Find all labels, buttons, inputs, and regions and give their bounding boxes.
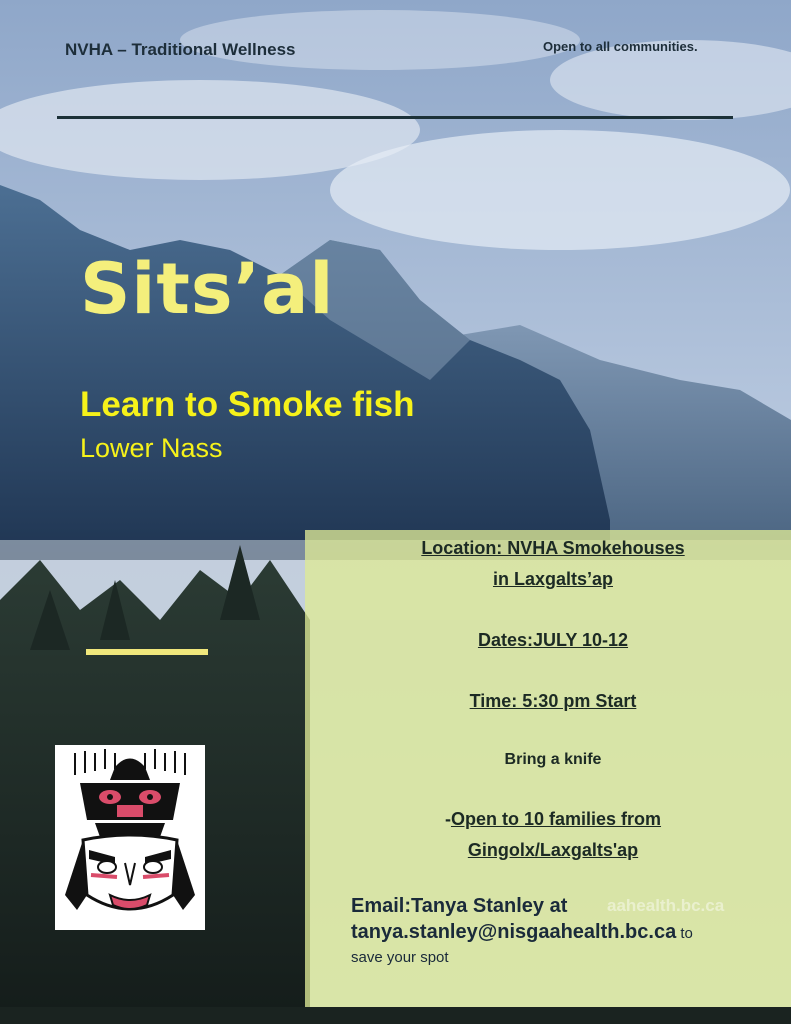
event-details-panel — [305, 530, 791, 1007]
email-line — [351, 921, 693, 944]
header-divider — [57, 116, 733, 119]
email-label: Email:Tanya Stanley at — [351, 895, 568, 917]
location-line-2: in Laxgalts’ap — [492, 569, 614, 589]
event-subtitle: Learn to Smoke fish — [80, 385, 415, 424]
event-area: Lower Nass — [80, 433, 223, 463]
email-address-link[interactable]: tanya.stanley@nisgaahealth.bc.ca — [351, 921, 677, 943]
accent-bar — [86, 649, 208, 655]
call-to-action: save your spot — [351, 949, 449, 966]
event-title: Sits’al — [80, 248, 335, 330]
bring-knife-text: Bring a knife — [504, 751, 602, 768]
nisgaa-face-crest-icon — [55, 745, 205, 930]
email-tail: to — [676, 925, 693, 942]
organization-name: NVHA – Traditional Wellness — [65, 40, 296, 59]
open-to-all-note: Open to all communities. — [543, 39, 698, 54]
open-families-line-1 — [305, 809, 791, 830]
location-line-1: Location: NVHA Smokehouses — [421, 538, 685, 558]
ghost-watermark-text: aahealth.bc.ca — [607, 896, 725, 915]
open-families-text: Open to 10 families from — [450, 809, 662, 829]
time-text: Time: 5:30 pm Start — [469, 691, 637, 711]
open-prefix: - — [444, 809, 451, 829]
dates-text: Dates:JULY 10-12 — [477, 630, 629, 650]
open-families-line-2: Gingolx/Laxgalts'ap — [467, 840, 639, 860]
